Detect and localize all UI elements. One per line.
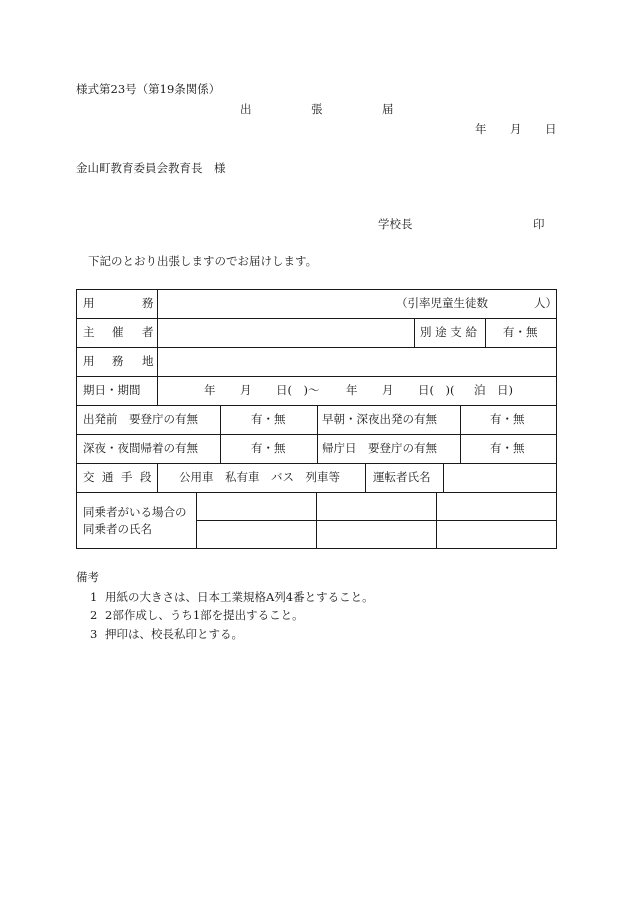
table-hline	[196, 520, 557, 521]
table-vline	[157, 289, 158, 405]
nights-days: 泊 日)	[474, 383, 513, 397]
document-title-char-1: 出	[240, 102, 252, 116]
note-text: 押印は、校長私印とする。	[105, 627, 243, 641]
label-organizer-char-2: 催	[112, 325, 124, 339]
label-destination-char-1: 用	[83, 354, 95, 368]
table-vline	[460, 405, 461, 463]
date-month-label: 月	[510, 122, 522, 136]
table-vline	[76, 289, 77, 549]
table-hline	[76, 289, 557, 290]
intro-text: 下記のとおり出張しますのでお届けします。	[88, 254, 318, 268]
student-count-note-open: （引率児童生徒数	[396, 296, 488, 310]
table-vline	[485, 318, 486, 347]
table-vline	[157, 463, 158, 492]
table-vline	[556, 289, 557, 549]
addressee: 金山町教育委員会教育長 様	[76, 161, 226, 175]
label-transport-char-1: 交	[83, 470, 95, 484]
note-number: 2	[90, 608, 98, 622]
label-purpose-char-2: 務	[142, 296, 154, 310]
label-late-night-return: 深夜・夜間帰着の有無	[83, 441, 198, 455]
table-hline	[76, 347, 557, 348]
separate-pay-label: 別 途 支 給	[420, 325, 477, 339]
return-day-attendance-value[interactable]: 有・無	[490, 441, 525, 455]
label-dates-period: 期日・期間	[83, 383, 141, 397]
table-vline	[365, 463, 366, 492]
label-early-late-departure: 早朝・深夜出発の有無	[322, 412, 437, 426]
note-text: 2部作成し、うち1部を提出すること。	[105, 608, 304, 622]
transport-means-options[interactable]: 公用車 私有車 バス 列車等	[179, 470, 340, 484]
label-organizer-char-1: 主	[83, 325, 95, 339]
label-destination-char-2: 務	[112, 354, 124, 368]
table-vline	[196, 492, 197, 549]
start-month: 月	[240, 383, 252, 397]
table-vline	[443, 463, 444, 492]
start-day: 日( )〜	[276, 383, 320, 397]
principal-label: 学校長	[378, 217, 413, 231]
label-destination-char-3: 地	[142, 354, 154, 368]
table-vline	[436, 492, 437, 549]
table-vline	[220, 405, 221, 463]
table-hline	[76, 463, 557, 464]
label-driver-name: 運転者氏名	[373, 470, 431, 484]
label-organizer-char-3: 者	[142, 325, 154, 339]
notes-heading: 備考	[76, 570, 99, 584]
table-vline	[317, 405, 318, 463]
date-day-label: 日	[545, 122, 557, 136]
note-number: 1	[90, 590, 98, 604]
separate-pay-value[interactable]: 有・無	[503, 325, 538, 339]
label-transport-char-4: 段	[140, 470, 152, 484]
end-year: 年	[346, 383, 358, 397]
pre-departure-attendance-value[interactable]: 有・無	[251, 412, 286, 426]
student-count-note-close: 人）	[534, 296, 557, 310]
label-passengers-line-2: 同乗者の氏名	[83, 522, 152, 536]
note-text: 用紙の大きさは、日本工業規格A列4番とすること。	[105, 590, 374, 604]
seal-label: 印	[533, 217, 545, 231]
note-number: 3	[90, 627, 98, 641]
late-night-return-value[interactable]: 有・無	[251, 441, 286, 455]
table-hline	[76, 376, 557, 377]
label-pre-departure-attendance: 出発前 要登庁の有無	[83, 412, 198, 426]
label-return-day-attendance: 帰庁日 要登庁の有無	[322, 441, 437, 455]
form-number: 様式第23号（第19条関係）	[76, 82, 221, 96]
document-title-char-2: 張	[311, 102, 323, 116]
label-purpose-char-1: 用	[83, 296, 95, 310]
date-year-label: 年	[475, 122, 487, 136]
end-month: 月	[382, 383, 394, 397]
end-day: 日( )(	[418, 383, 455, 397]
document-title-char-3: 届	[382, 102, 394, 116]
label-transport-char-3: 手	[121, 470, 133, 484]
table-vline	[316, 492, 317, 549]
label-transport-char-2: 通	[102, 470, 114, 484]
table-vline	[414, 318, 415, 347]
label-passengers-line-1: 同乗者がいる場合の	[83, 505, 187, 519]
start-year: 年	[204, 383, 216, 397]
early-late-departure-value[interactable]: 有・無	[490, 412, 525, 426]
